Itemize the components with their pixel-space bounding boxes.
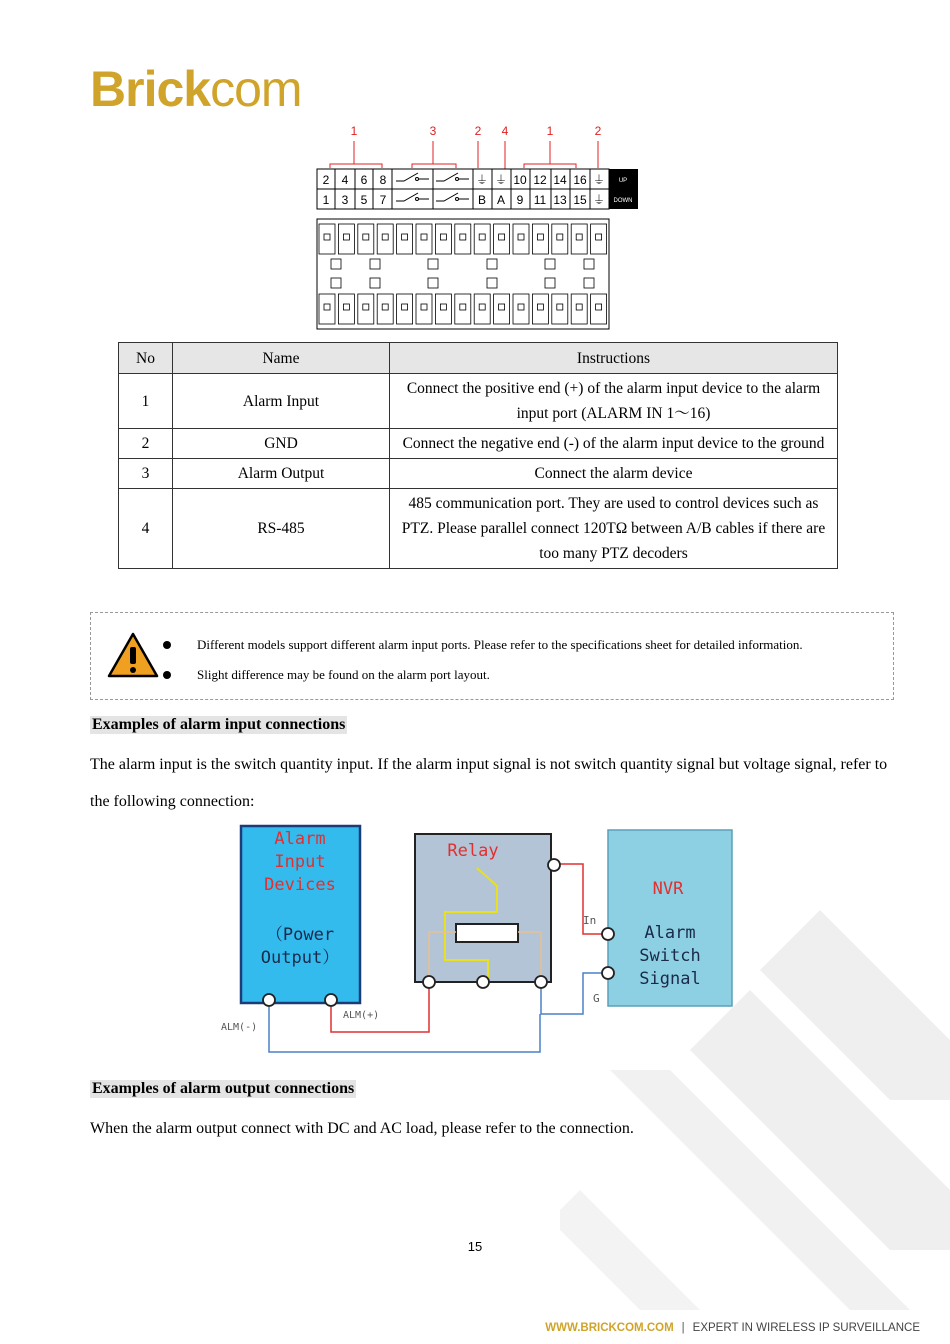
- connector-pin: [331, 278, 341, 288]
- bullet-icon: [163, 671, 171, 679]
- terminal-label: ⏚: [592, 173, 606, 187]
- section-body: When the alarm output connect with DC and AC load, please refer to the connection.: [90, 1120, 634, 1137]
- nvr-text: Alarm: [644, 923, 696, 943]
- callout-label: 4: [501, 124, 509, 138]
- connector-screw: [363, 304, 369, 310]
- header-name: Name: [173, 343, 390, 374]
- connector-screw: [479, 234, 485, 240]
- up-label: UP: [618, 178, 628, 184]
- connector-screw: [324, 234, 330, 240]
- terminal-label: 7: [379, 193, 387, 207]
- cell-no: 4: [119, 489, 173, 569]
- connector-screw: [479, 304, 485, 310]
- connector-pin: [487, 259, 497, 269]
- device-label: Output）: [260, 948, 340, 968]
- cell-instructions: Connect the negative end (-) of the alarm input device to the ground: [390, 429, 838, 459]
- connector-screw: [343, 234, 349, 240]
- alarm-port-diagram: [300, 118, 650, 333]
- connector-screw: [499, 234, 505, 240]
- notice-box: [90, 612, 894, 700]
- connector-screw: [382, 234, 388, 240]
- cell-name: GND: [173, 429, 390, 459]
- connector-screw: [440, 304, 446, 310]
- callout-label: 2: [594, 124, 602, 138]
- cell-name: RS-485: [173, 489, 390, 569]
- warning-icon: [107, 631, 159, 679]
- callout-label: 1: [546, 124, 554, 138]
- connector-screw: [421, 304, 427, 310]
- terminal-label: 11: [533, 193, 547, 207]
- terminal-label: 6: [360, 173, 368, 187]
- connector-pin: [487, 278, 497, 288]
- connector-screw: [537, 304, 543, 310]
- callout-numbers: [351, 124, 602, 138]
- notice-item: Slight difference may be found on the alarm port layout.: [197, 667, 490, 682]
- connector-screw: [460, 234, 466, 240]
- device-label: Alarm: [274, 829, 326, 849]
- relay-label: Relay: [447, 841, 499, 861]
- connector-screw: [576, 304, 582, 310]
- connector-pin: [584, 259, 594, 269]
- alm-plus-label: ALM(+): [343, 1010, 380, 1021]
- connector-pin: [428, 278, 438, 288]
- callout-leader-lines: [330, 141, 598, 173]
- connector-screw: [363, 234, 369, 240]
- footer-tagline: EXPERT IN WIRELESS IP SURVEILLANCE: [692, 1322, 920, 1334]
- cell-name: Alarm Output: [173, 459, 390, 489]
- cell-instructions: Connect the positive end (+) of the alarm input device to the alarm input port (ALARM IN 1～16): [390, 374, 838, 429]
- connector-screw: [596, 234, 602, 240]
- connector-screw: [440, 234, 446, 240]
- terminal-label: ⏚: [475, 173, 489, 187]
- terminal-label: 8: [379, 173, 387, 187]
- cell-no: 2: [119, 429, 173, 459]
- table-header-row: [119, 343, 838, 374]
- cell-name: Alarm Input: [173, 374, 390, 429]
- terminal-label: 16: [573, 173, 587, 187]
- connector-screw: [499, 304, 505, 310]
- device-label: Input: [274, 852, 326, 872]
- cell-instructions: 485 communication port. They are used to control devices such as PTZ. Please parallel connect 120TΩ between A/B cables if there are too many PTZ decoders: [390, 489, 838, 569]
- terminal-label: 1: [322, 193, 330, 207]
- table-row: [119, 374, 838, 429]
- terminal-label: 9: [516, 193, 524, 207]
- table-row: [119, 429, 838, 459]
- page-footer: [545, 1322, 920, 1334]
- footer-separator: |: [681, 1322, 685, 1334]
- connector-screw: [402, 234, 408, 240]
- terminal-label: 14: [553, 173, 567, 187]
- terminal-label: 2: [322, 173, 330, 187]
- cell-no: 1: [119, 374, 173, 429]
- device-label: （Power: [265, 925, 335, 945]
- table-row: [119, 489, 838, 569]
- connector-pin: [584, 278, 594, 288]
- section-body: The alarm input is the switch quantity input. If the alarm input signal is not switch quantity signal but voltage signal, refer to the following connection:: [90, 756, 888, 810]
- device-label: Devices: [264, 875, 336, 895]
- connector-pin: [545, 278, 555, 288]
- connector-screw: [460, 304, 466, 310]
- alm-minus-label: ALM(-): [221, 1022, 258, 1033]
- terminal-label: 5: [360, 193, 368, 207]
- connector-screw: [557, 304, 563, 310]
- connector-screw: [421, 234, 427, 240]
- header-no: No: [119, 343, 173, 374]
- connector-screw: [576, 234, 582, 240]
- cell-instructions: Connect the alarm device: [390, 459, 838, 489]
- g-label: G: [593, 992, 600, 1005]
- in-label: In: [583, 914, 597, 927]
- connector-screw: [324, 304, 330, 310]
- terminal-label: 10: [513, 173, 527, 187]
- connector-screw: [518, 234, 524, 240]
- notice-item: Different models support different alarm input ports. Please refer to the specifications sheet for detailed information.: [197, 637, 803, 652]
- callout-label: 3: [429, 124, 437, 138]
- footer-url[interactable]: WWW.BRICKCOM.COM: [545, 1322, 674, 1334]
- connector-screw: [537, 234, 543, 240]
- port-spec-table: [118, 342, 838, 569]
- connector-pin: [545, 259, 555, 269]
- connector-screw: [402, 304, 408, 310]
- terminal-label: 4: [341, 173, 349, 187]
- connector-pin: [370, 259, 380, 269]
- connector-screw: [557, 234, 563, 240]
- connector-screw: [518, 304, 524, 310]
- terminal-label: 12: [533, 173, 547, 187]
- down-label: DOWN: [613, 198, 633, 204]
- connector-pin: [370, 278, 380, 288]
- callout-label: 2: [474, 124, 482, 138]
- alarm-input-wiring-diagram: [215, 820, 745, 1060]
- section-heading: Examples of alarm input connections: [92, 716, 346, 733]
- page-number: 15: [467, 1239, 483, 1254]
- brand-logo: Brickcom: [90, 61, 302, 117]
- connector-screw: [382, 304, 388, 310]
- header-instructions: Instructions: [390, 343, 838, 374]
- nvr-text: Signal: [639, 969, 701, 989]
- nvr-label: NVR: [652, 879, 684, 899]
- section-heading: Examples of alarm output connections: [92, 1080, 355, 1097]
- terminal-label: ⏚: [592, 193, 606, 207]
- connector-pin: [428, 259, 438, 269]
- terminal-label: A: [496, 193, 506, 207]
- connector-screw: [343, 304, 349, 310]
- terminal-label: 3: [341, 193, 349, 207]
- terminal-label: ⏚: [494, 173, 508, 187]
- cell-no: 3: [119, 459, 173, 489]
- nvr-text: Switch: [639, 946, 701, 966]
- connector-pin: [331, 259, 341, 269]
- bullet-icon: [163, 641, 171, 649]
- connector-screw: [596, 304, 602, 310]
- callout-label: 1: [350, 124, 358, 138]
- terminal-label: B: [477, 193, 487, 207]
- table-row: [119, 459, 838, 489]
- terminal-label: 13: [553, 193, 567, 207]
- terminal-label: 15: [573, 193, 587, 207]
